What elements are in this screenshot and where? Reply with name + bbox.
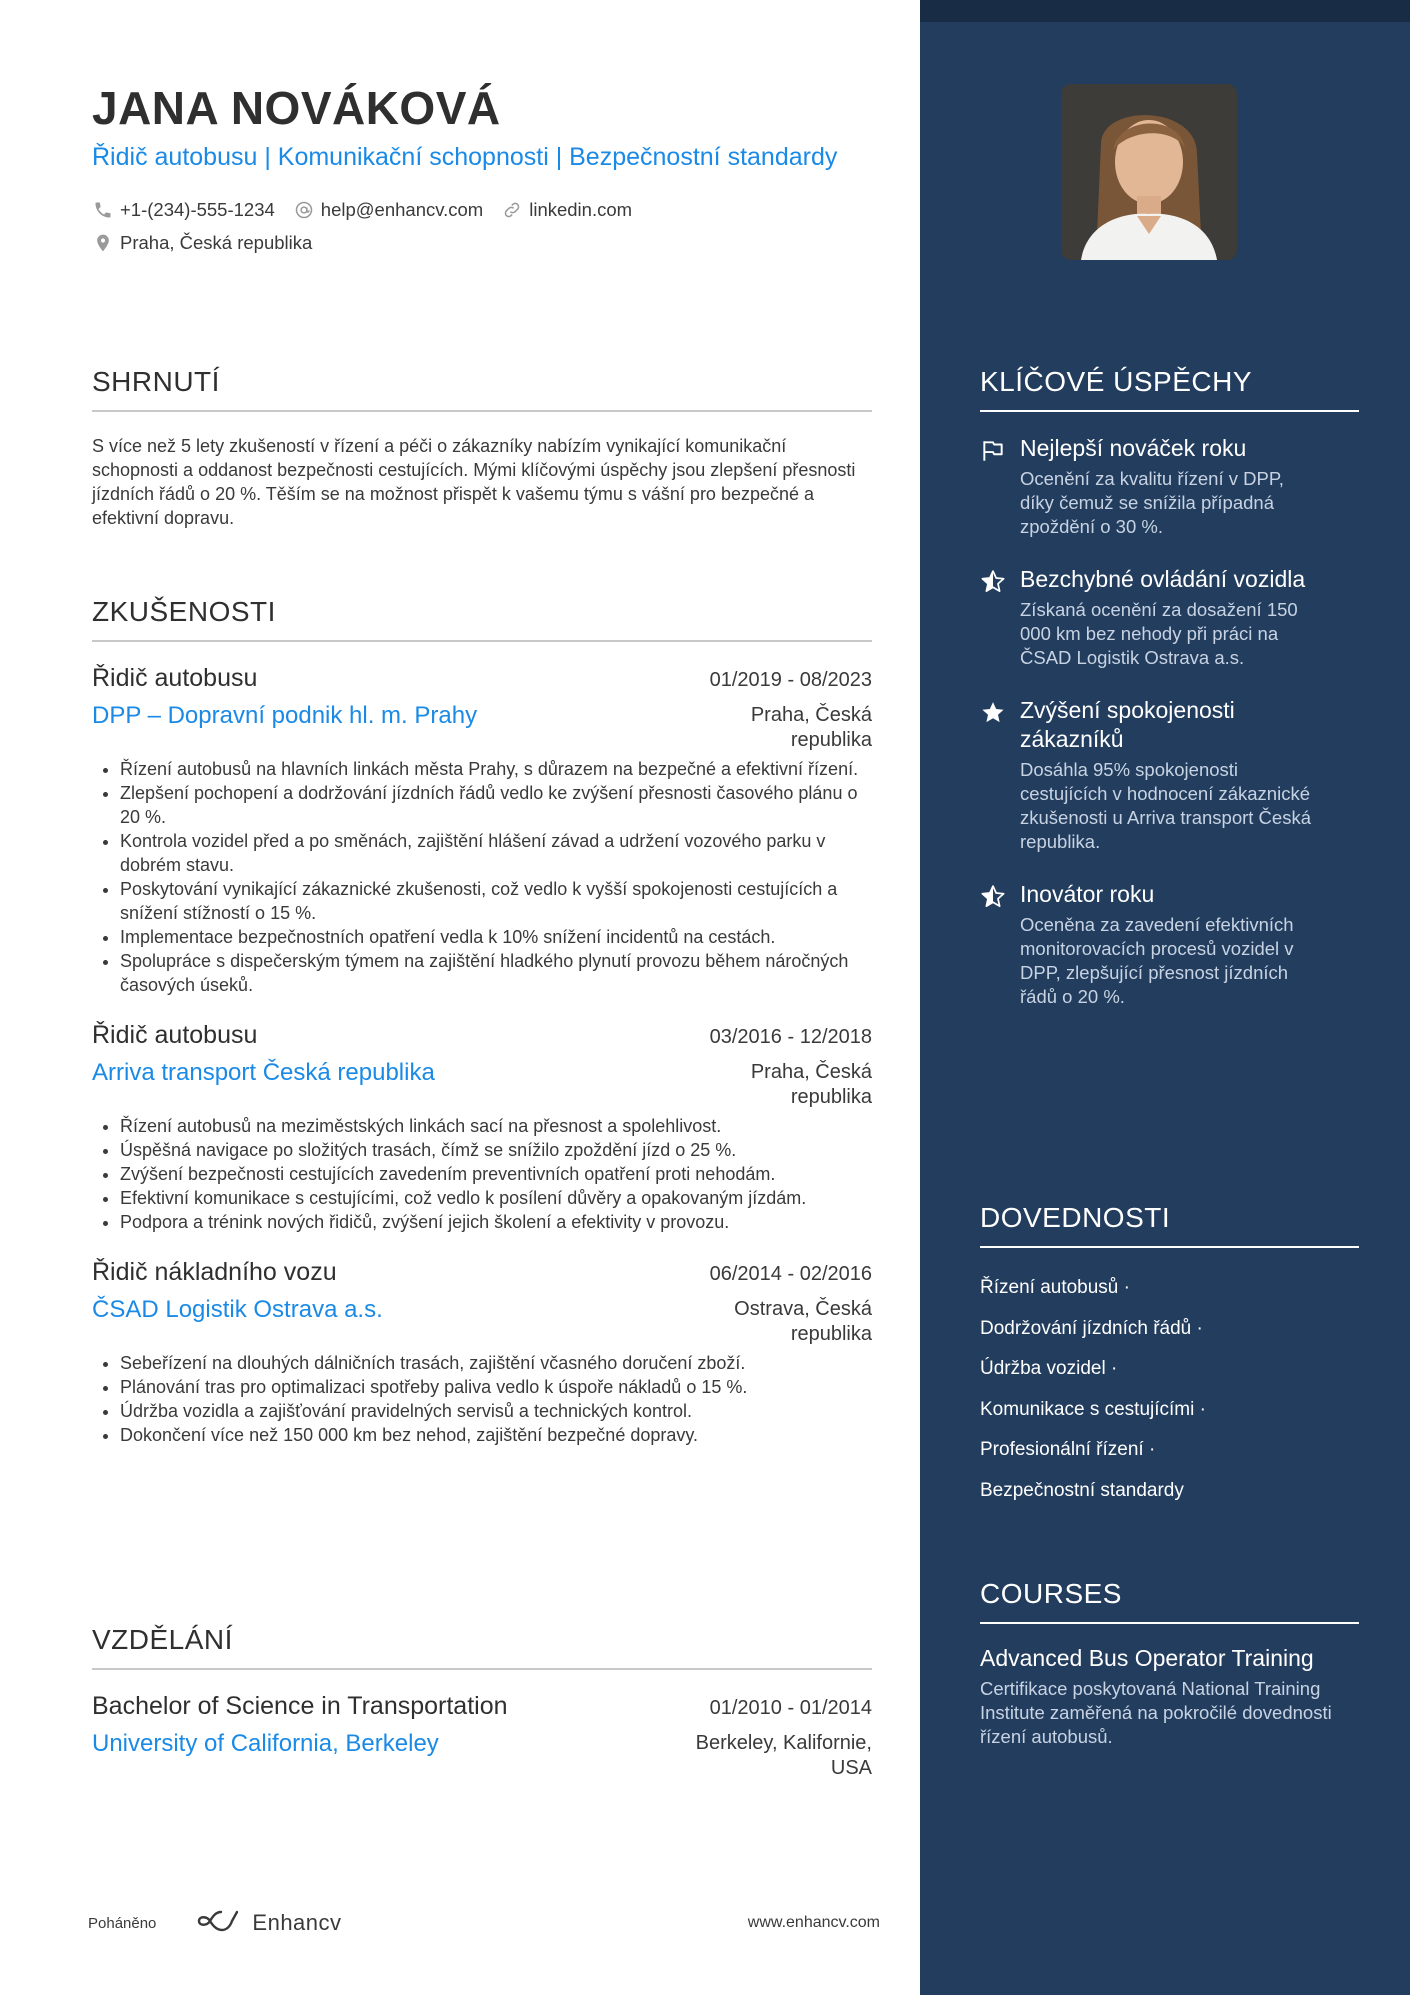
- location-text: Praha, Česká republika: [120, 231, 313, 253]
- achievement-title: Bezchybné ovládání vozidla: [1020, 566, 1306, 592]
- star-half-icon: [980, 565, 1020, 670]
- skills-list: [980, 1268, 1359, 1511]
- job-entry: [92, 1019, 872, 1234]
- summary-title: SHRNUTÍ: [92, 364, 872, 412]
- achievement-title: Inovátor roku: [1020, 881, 1155, 907]
- achievement-item: [980, 696, 1359, 854]
- enhancv-logo-icon: [196, 1908, 244, 1939]
- job-title: Řidič autobusu: [92, 664, 258, 692]
- job-location: Ostrava, Česká republika: [734, 1298, 872, 1345]
- job-bullets: [92, 1351, 872, 1447]
- phone-text: +1-(234)-555-1234: [120, 198, 275, 220]
- footer: [88, 1903, 880, 1943]
- job-bullet: • Spolupráce s dispečerským týmem na zajištění hladkého plynutí provozu během náročných časových úseků.: [120, 949, 872, 997]
- skill-item: Bezpečnostní standardy: [980, 1479, 1184, 1501]
- job-bullet: • Poskytování vynikající zákaznické zkušenosti, což vedlo k vyšší spokojenosti cestujících a snížení stížností o 15 %.: [120, 877, 872, 925]
- course-title: Advanced Bus Operator Training: [980, 1645, 1314, 1671]
- job-bullets: [92, 1114, 872, 1234]
- star-icon: [980, 696, 1020, 854]
- location-pin-icon: [92, 232, 114, 254]
- achievement-desc: Dosáhla 95% spokojenosti cestujících v hodnocení zákaznické zkušenosti u Arriva transport Česká republika.: [1020, 759, 1311, 852]
- job-bullet: • Údržba vozidla a zajišťování pravidelných servisů a technických kontrol.: [120, 1399, 872, 1423]
- job-entry: [92, 1256, 872, 1447]
- achievement-desc: Oceněna za zavedení efektivních monitorovacích procesů vozidel v DPP, zlepšující přesnost jízdních řádů o 20 %.: [1020, 914, 1294, 1007]
- job-bullets: [92, 757, 872, 997]
- school: University of California, Berkeley: [92, 1730, 439, 1757]
- job-bullet: • Plánování tras pro optimalizaci spotřeby paliva vedlo k úspoře nákladů o 15 %.: [120, 1375, 872, 1399]
- phone-contact[interactable]: [92, 199, 275, 221]
- job-bullet: • Sebeřízení na dlouhých dálničních trasách, zajištění včasného doručení zboží.: [120, 1351, 872, 1375]
- linkedin-contact[interactable]: [501, 199, 632, 221]
- email-text: help@enhancv.com: [320, 198, 484, 220]
- candidate-name: JANA NOVÁKOVÁ: [92, 82, 501, 134]
- phone-icon: [92, 199, 114, 221]
- course-desc: Certifikace poskytovaná National Training Institute zaměřená na pokročilé dovednosti řízení autobusů.: [980, 1678, 1332, 1747]
- sidebar-top-band: [920, 0, 1410, 22]
- job-title: Řidič nákladního vozu: [92, 1258, 337, 1286]
- skill-item: Řízení autobusů ·: [980, 1277, 1130, 1298]
- education-title: VZDĚLÁNÍ: [92, 1622, 872, 1670]
- job-company: Arriva transport Česká republika: [92, 1059, 435, 1086]
- achievements-section: [980, 364, 1359, 1009]
- job-bullet: • Úspěšná navigace po složitých trasách, čímž se snížilo zpoždění jízd o 25 %.: [120, 1138, 872, 1162]
- skill-item: Dodržování jízdních řádů ·: [980, 1317, 1203, 1339]
- education-entry: [92, 1690, 872, 1781]
- job-bullet: • Implementace bezpečnostních opatření vedla k 10% snížení incidentů na cestách.: [120, 925, 872, 949]
- job-company: DPP – Dopravní podnik hl. m. Prahy: [92, 702, 478, 729]
- achievement-desc: Ocenění za kvalitu řízení v DPP, díky čemuž se snížila případná zpoždění o 30 %.: [1020, 468, 1284, 537]
- link-icon: [501, 199, 523, 221]
- skills-title: DOVEDNOSTI: [980, 1200, 1359, 1248]
- job-bullet: • Kontrola vozidel před a po směnách, zajištění hlášení závad a udržení vozového parku v dobrém stavu.: [120, 829, 872, 877]
- skills-section: [980, 1200, 1359, 1511]
- courses-title: COURSES: [980, 1576, 1359, 1624]
- job-bullet: • Dokončení více než 150 000 km bez nehod, zajištění bezpečné dopravy.: [120, 1423, 872, 1447]
- flag-icon: [980, 434, 1020, 539]
- job-company: ČSAD Logistik Ostrava a.s.: [92, 1296, 383, 1323]
- achievement-desc: Získaná ocenění za dosažení 150 000 km bez nehody při práci na ČSAD Logistik Ostrava a.s.: [1020, 599, 1298, 668]
- education-section: [92, 1622, 872, 1781]
- achievement-item: [980, 434, 1359, 539]
- linkedin-text: linkedin.com: [529, 198, 633, 220]
- skill-item: Profesionální řízení ·: [980, 1439, 1156, 1460]
- achievements-title: KLÍČOVÉ ÚSPĚCHY: [980, 364, 1359, 412]
- courses-section: [980, 1576, 1359, 1749]
- job-bullet: • Podpora a trénink nových řidičů, zvýšení jejich školení a efektivity v provozu.: [120, 1210, 872, 1234]
- achievement-title: Nejlepší nováček roku: [1020, 435, 1247, 461]
- job-bullet: • Řízení autobusů na meziměstských linkách sací na přesnost a spolehlivost.: [120, 1114, 872, 1138]
- skill-item: Komunikace s cestujícími ·: [980, 1398, 1206, 1420]
- profile-photo: [1061, 84, 1237, 260]
- job-location: Praha, Česká republika: [750, 704, 872, 751]
- job-dates: 01/2019 - 08/2023: [709, 669, 872, 691]
- job-bullet: • Zlepšení pochopení a dodržování jízdních řádů vedlo ke zvýšení přesnosti časového plánu o 20 %.: [120, 781, 872, 829]
- contact-info: [92, 193, 872, 259]
- job-entry: [92, 662, 872, 997]
- location-contact: [92, 232, 312, 254]
- achievement-item: [980, 565, 1359, 670]
- star-half-icon: [980, 880, 1020, 1009]
- skill-item: Údržba vozidel ·: [980, 1358, 1118, 1379]
- experience-section: [92, 594, 872, 1447]
- headline: Řidič autobusu | Komunikační schopnosti | Bezpečnostní standardy: [92, 143, 838, 171]
- summary-text: S více než 5 lety zkušeností v řízení a péči o zákazníky nabízím vynikající komunikační schopnosti a oddanost bezpečnosti cestujících. Mými klíčovými úspěchy jsou zlepšení přesnosti jízdních řádů o 20 %. Těším se na možnost přispět k vašemu týmu s vášní pro bezpečné a efektivní dopravu.: [92, 436, 856, 528]
- brand-name: Enhancv: [252, 1910, 342, 1935]
- email-contact[interactable]: [293, 199, 483, 221]
- site-link[interactable]: www.enhancv.com: [747, 1914, 880, 1931]
- summary-section: [92, 364, 872, 530]
- job-bullet: • Řízení autobusů na hlavních linkách města Prahy, s důrazem na bezpečné a efektivní řízení.: [120, 757, 872, 781]
- experience-title: ZKUŠENOSTI: [92, 594, 872, 642]
- resume-header: [92, 80, 872, 259]
- job-bullet: • Zvýšení bezpečnosti cestujících zavedením preventivních opatření proti nehodám.: [120, 1162, 872, 1186]
- job-bullet: • Efektivní komunikace s cestujícími, což vedlo k posílení důvěry a opakovaným jízdám.: [120, 1186, 872, 1210]
- school-location: Berkeley, Kalifornie, USA: [695, 1732, 872, 1779]
- job-dates: 03/2016 - 12/2018: [709, 1026, 872, 1048]
- job-dates: 06/2014 - 02/2016: [709, 1263, 872, 1285]
- education-dates: 01/2010 - 01/2014: [709, 1697, 872, 1719]
- achievement-item: [980, 880, 1359, 1009]
- at-icon: [293, 199, 315, 221]
- job-location: Praha, Česká republika: [750, 1061, 872, 1108]
- achievement-title: Zvýšení spokojenosti zákazníků: [1020, 697, 1235, 752]
- powered-by: Poháněno: [88, 1914, 157, 1932]
- job-title: Řidič autobusu: [92, 1021, 258, 1049]
- degree: Bachelor of Science in Transportation: [92, 1692, 508, 1720]
- brand-logo[interactable]: [196, 1908, 341, 1939]
- sidebar: [920, 0, 1410, 1995]
